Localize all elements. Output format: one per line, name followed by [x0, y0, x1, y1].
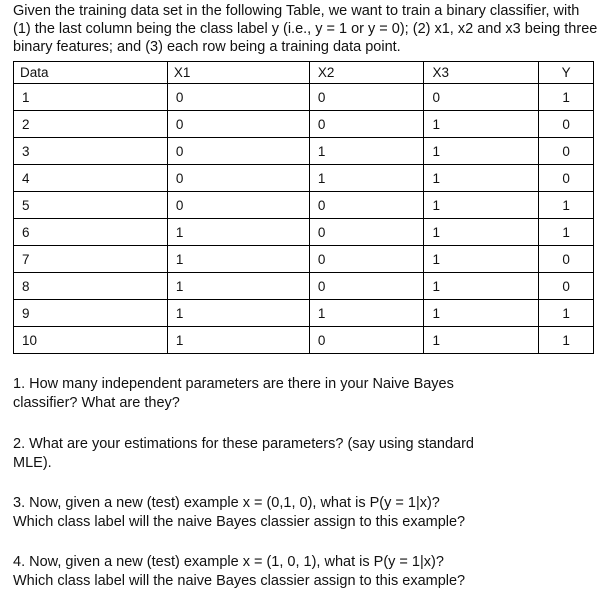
table-row: [14, 219, 594, 246]
cell-x2: 0: [309, 219, 424, 246]
cell-y: 1: [539, 192, 594, 219]
question-line: Which class label will the naive Bayes classier assign to this example?: [13, 514, 466, 530]
intro-line: Given the training data set in the following Table, we want to train a binary classifier, with: [13, 3, 580, 19]
header-x2: X2: [309, 62, 424, 84]
cell-data: 2: [14, 111, 168, 138]
question-line: classifier? What are they?: [13, 395, 180, 411]
cell-x3: 0: [424, 84, 539, 111]
training-data-table: [13, 61, 594, 354]
question-4: [13, 553, 513, 591]
cell-y: 0: [539, 246, 594, 273]
cell-x2: 1: [309, 300, 424, 327]
question-line: 2. What are your estimations for these parameters? (say using standard: [13, 436, 474, 452]
cell-data: 6: [14, 219, 168, 246]
table-row: [14, 246, 594, 273]
cell-x3: 1: [424, 192, 539, 219]
cell-data: 4: [14, 165, 168, 192]
intro-line: binary features; and (3) each row being a training data point.: [13, 39, 401, 55]
question-line: 4. Now, given a new (test) example x = (1, 0, 1), what is P(y = 1|x)?: [13, 554, 444, 570]
cell-x1: 1: [167, 300, 309, 327]
cell-y: 0: [539, 165, 594, 192]
cell-data: 5: [14, 192, 168, 219]
cell-x1: 1: [167, 273, 309, 300]
cell-data: 10: [14, 327, 168, 354]
header-data: Data: [14, 62, 168, 84]
header-x3: X3: [424, 62, 539, 84]
cell-data: 9: [14, 300, 168, 327]
intro-line: (1) the last column being the class label y (i.e., y = 1 or y = 0); (2) x1, x2 and x3 being three: [13, 21, 598, 37]
question-1: [13, 375, 513, 413]
cell-x2: 0: [309, 327, 424, 354]
cell-y: 0: [539, 111, 594, 138]
cell-x3: 1: [424, 165, 539, 192]
cell-x3: 1: [424, 327, 539, 354]
cell-x2: 1: [309, 138, 424, 165]
cell-x2: 0: [309, 246, 424, 273]
cell-x3: 1: [424, 111, 539, 138]
cell-data: 7: [14, 246, 168, 273]
table-row: [14, 273, 594, 300]
cell-x2: 0: [309, 111, 424, 138]
question-line: MLE).: [13, 455, 52, 471]
table-row: [14, 300, 594, 327]
cell-x1: 0: [167, 111, 309, 138]
cell-x2: 1: [309, 165, 424, 192]
cell-x1: 1: [167, 246, 309, 273]
question-3: [13, 494, 513, 532]
table-row: [14, 111, 594, 138]
cell-y: 0: [539, 273, 594, 300]
question-line: Which class label will the naive Bayes classier assign to this example?: [13, 573, 466, 589]
cell-x3: 1: [424, 246, 539, 273]
question-line: 1. How many independent parameters are there in your Naive Bayes: [13, 376, 454, 392]
cell-data: 3: [14, 138, 168, 165]
table-row: [14, 327, 594, 354]
cell-x1: 0: [167, 84, 309, 111]
cell-y: 1: [539, 219, 594, 246]
question-line: 3. Now, given a new (test) example x = (0,1, 0), what is P(y = 1|x)?: [13, 495, 440, 511]
table-row: [14, 138, 594, 165]
cell-y: 1: [539, 300, 594, 327]
intro-paragraph: [13, 2, 603, 56]
cell-x3: 1: [424, 138, 539, 165]
cell-x1: 1: [167, 219, 309, 246]
cell-y: 1: [539, 327, 594, 354]
cell-x2: 0: [309, 192, 424, 219]
cell-data: 1: [14, 84, 168, 111]
cell-y: 1: [539, 84, 594, 111]
cell-x1: 0: [167, 165, 309, 192]
cell-x3: 1: [424, 300, 539, 327]
header-y: Y: [539, 62, 594, 84]
cell-x1: 0: [167, 138, 309, 165]
cell-x1: 1: [167, 327, 309, 354]
cell-x1: 0: [167, 192, 309, 219]
header-x1: X1: [167, 62, 309, 84]
table-header-row: [14, 62, 594, 84]
cell-x3: 1: [424, 273, 539, 300]
cell-y: 0: [539, 138, 594, 165]
cell-x2: 0: [309, 84, 424, 111]
cell-x2: 0: [309, 273, 424, 300]
table-row: [14, 165, 594, 192]
table-row: [14, 84, 594, 111]
cell-data: 8: [14, 273, 168, 300]
cell-x3: 1: [424, 219, 539, 246]
table-row: [14, 192, 594, 219]
question-2: [13, 435, 513, 473]
